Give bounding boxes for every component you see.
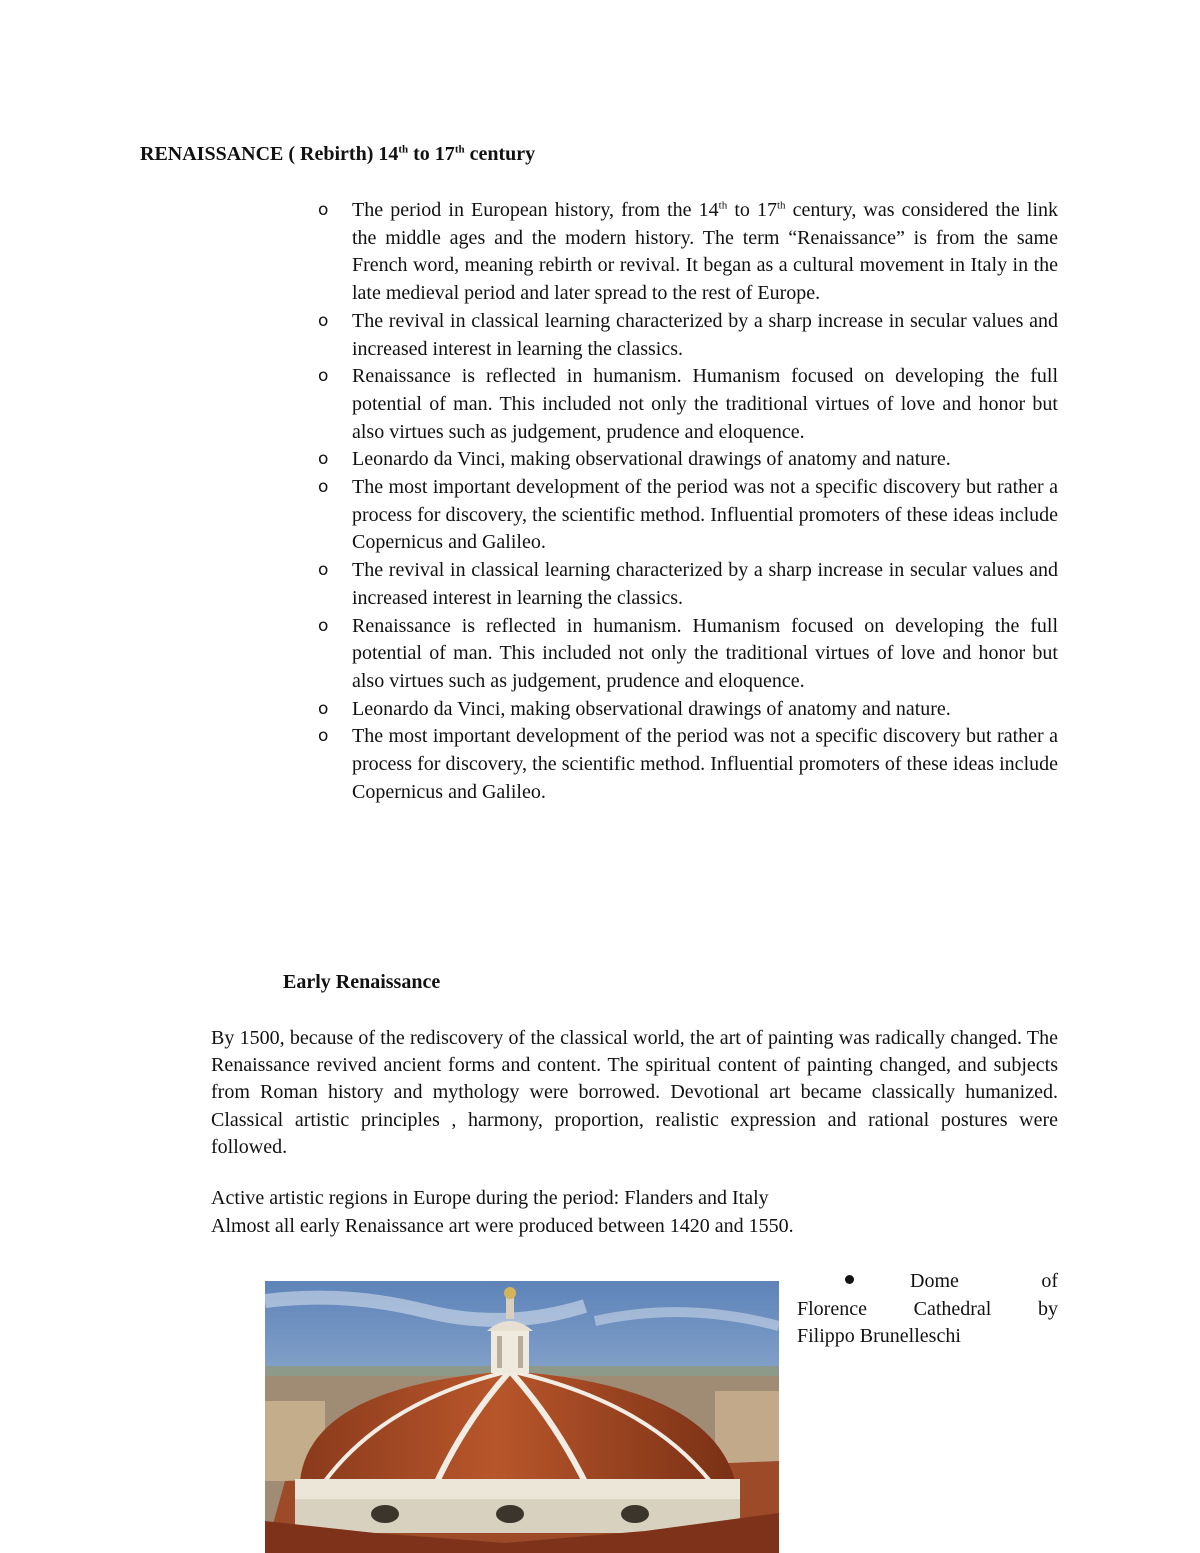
bullet-marker: o xyxy=(318,560,329,581)
bullet-marker: o xyxy=(318,200,329,220)
bullet-list xyxy=(318,197,1059,806)
bullet-marker: o xyxy=(318,726,329,747)
bullet-marker: o xyxy=(318,698,329,719)
list-item: o The most important development of the period was not a specific discovery but rather a process for discovery, the scientific method. Influential promoters of these ideas include Copernicus and Galileo. xyxy=(318,725,1058,803)
list-item: o The most important development of the period was not a specific discovery but rather a process for discovery, the scientific method. Influential promoters of these ideas include Copernicus and Galileo. xyxy=(318,476,1058,554)
text-line: Active artistic regions in Europe during the period: Flanders and Italy xyxy=(211,1187,769,1209)
list-item: o Leonardo da Vinci, making observational drawings of anatomy and nature. xyxy=(352,446,1058,474)
list-item: o The revival in classical learning characterized by a sharp increase in secular values and increased interest in learning the classics. xyxy=(318,309,1058,360)
bullet-marker: o xyxy=(318,449,329,470)
list-item: o Leonardo da Vinci, making observational drawings of anatomy and nature. xyxy=(352,696,1058,724)
list-item: o The period in European history, from the 14th to 17th century, was considered the link the middle ages and the modern history. The term “Renaissance” is from the same French word, meaning rebirth or revival. It began as a cultural movement in Italy in the late medieval period and later spread to the rest of Europe. xyxy=(318,199,1059,305)
image-caption: Dome of Florence Cathedral by Filippo Brunelleschi xyxy=(797,1270,1058,1347)
page-title: RENAISSANCE ( Rebirth) 14th to 17th century xyxy=(140,143,536,165)
bullet-marker: o xyxy=(318,477,329,498)
list-item: o Renaissance is reflected in humanism. Humanism focused on developing the full potential of man. This included not only the traditional virtues of love and honor but also virtues such as judgement, prudence and eloquence. xyxy=(318,365,1058,443)
bullet-marker: o xyxy=(318,310,329,331)
section-heading: Early Renaissance xyxy=(283,971,441,993)
bullet-marker: o xyxy=(318,366,329,387)
body-paragraph: By 1500, because of the rediscovery of the classical world, the art of painting was radically changed. The Renaissance revived ancient forms and content. The spiritual content of painting changed, and subjects from Roman history and mythology were borrowed. Devotional art became classically humanized. Classical artistic principles , harmony, proportion, realistic expression and rational postures were followed. xyxy=(211,1027,1058,1158)
dome-photo xyxy=(265,1281,779,1553)
bullet-marker: o xyxy=(318,615,329,636)
bullet-dot-icon xyxy=(845,1275,854,1284)
text-line: Almost all early Renaissance art were produced between 1420 and 1550. xyxy=(211,1215,794,1237)
list-item: o The revival in classical learning characterized by a sharp increase in secular values and increased interest in learning the classics. xyxy=(318,559,1058,609)
list-item: o Renaissance is reflected in humanism. Humanism focused on developing the full potential of man. This included not only the traditional virtues of love and honor but also virtues such as judgement, prudence and eloquence. xyxy=(318,614,1058,692)
